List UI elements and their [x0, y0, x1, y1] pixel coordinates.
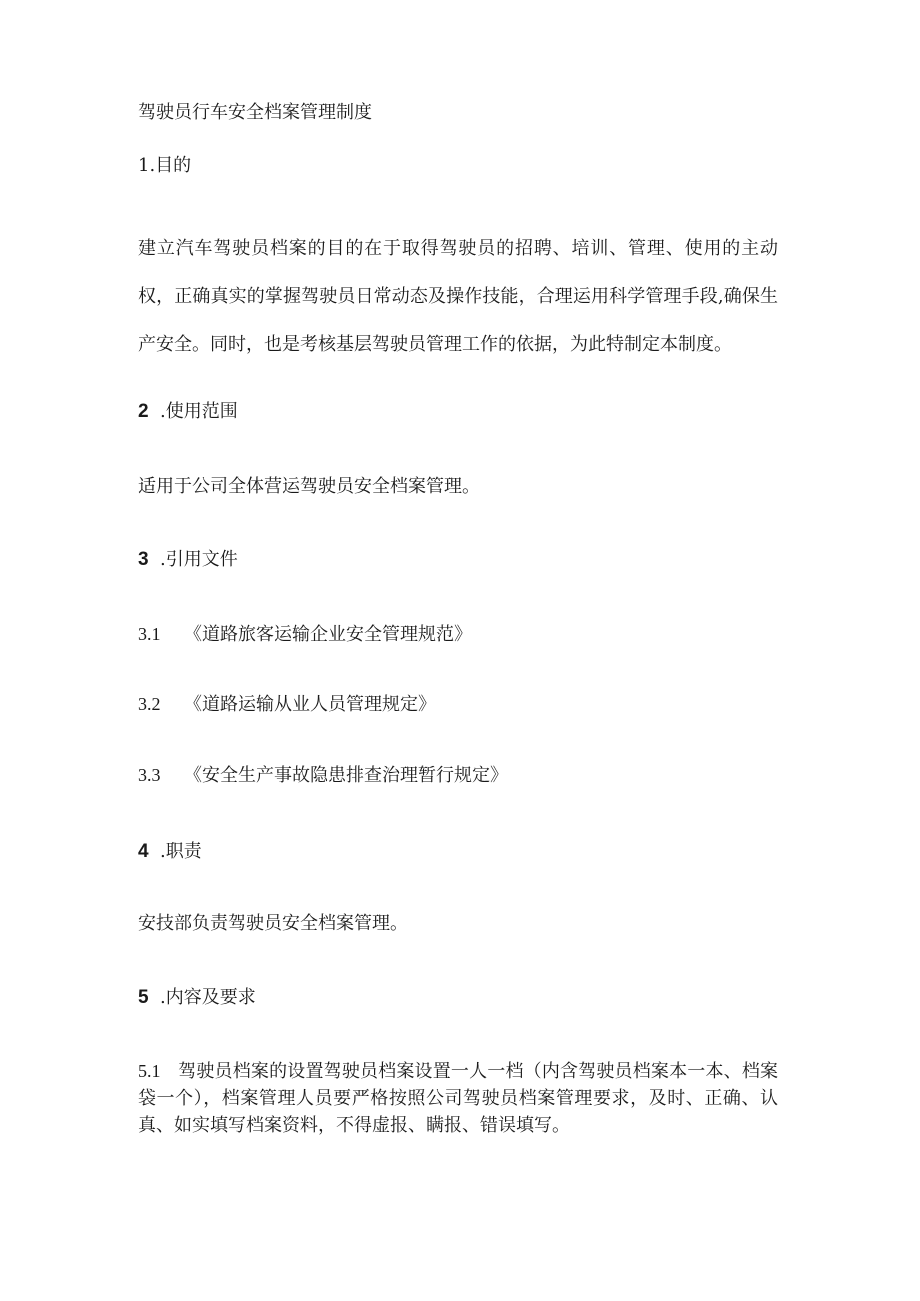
section-2-body: 适用于公司全体营运驾驶员安全档案管理。 [138, 476, 480, 497]
section-heading-text: .使用范围 [160, 401, 238, 422]
section-heading-text: .引用文件 [160, 549, 238, 570]
section-5-item [138, 1058, 778, 1139]
section-4-body: 安技部负责驾驶员安全档案管理。 [138, 913, 408, 934]
section-number: 3 [138, 549, 149, 570]
reference-text: 《道路旅客运输企业安全管理规范》 [184, 624, 472, 645]
section-heading-text: 目的 [155, 155, 192, 176]
section-number: 5 [138, 987, 149, 1008]
document-title: 驾驶员行车安全档案管理制度 [138, 102, 372, 123]
reference-text: 《安全生产事故隐患排查治理暂行规定》 [184, 765, 508, 786]
reference-item [138, 622, 472, 647]
reference-item [138, 763, 508, 788]
section-number: 1. [138, 155, 156, 176]
section-1-body: 建立汽车驾驶员档案的目的在于取得驾驶员的招聘、培训、管理、使用的主动权，正确真实的掌握驾驶员日常动态及操作技能，合理运用科学管理手段,确保生产安全。同时，也是考核基层驾驶员管理工作的依据，为此特制定本制度。 [138, 238, 778, 355]
reference-number: 3.3 [138, 765, 161, 785]
section-1-heading [138, 154, 191, 178]
reference-item [138, 692, 436, 717]
section-5-heading [138, 986, 256, 1010]
reference-number: 3.1 [138, 624, 161, 644]
item-text: 驾驶员档案的设置驾驶员档案设置一人一档（内含驾驶员档案本一本、档案袋一个），档案管理人员要严格按照公司驾驶员档案管理要求，及时、正确、认真、如实填写档案资料，不得虚报、瞒报、错误填写。 [138, 1061, 778, 1136]
section-number: 4 [138, 841, 149, 862]
section-3-heading [138, 548, 238, 572]
item-number: 5.1 [138, 1061, 161, 1081]
section-heading-text: .内容及要求 [160, 987, 256, 1008]
reference-number: 3.2 [138, 694, 161, 714]
section-2-heading [138, 400, 238, 424]
reference-text: 《道路运输从业人员管理规定》 [184, 694, 436, 715]
section-4-heading [138, 840, 202, 864]
section-heading-text: .职责 [160, 841, 202, 862]
section-number: 2 [138, 401, 149, 422]
